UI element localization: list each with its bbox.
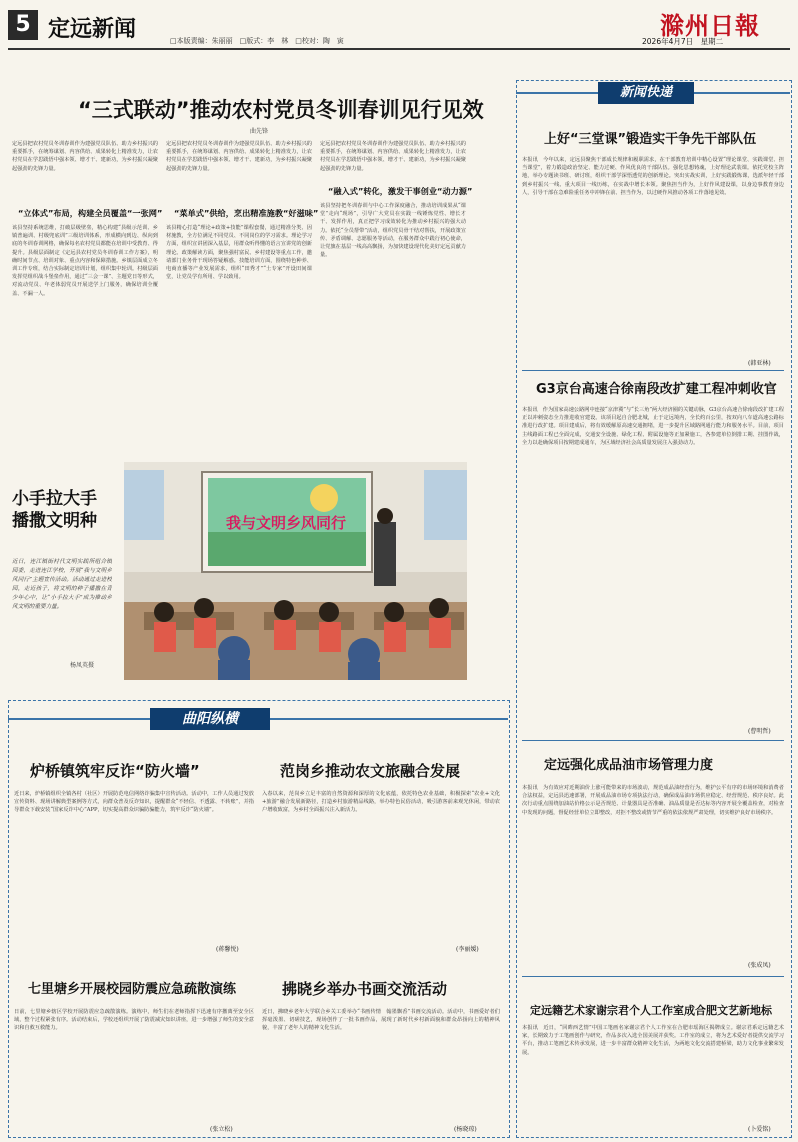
quick-a3-text: 本报讯 为有效应对近期油价上涨可能带来的市场波动，规范成品油经营行为，维护公平有序的市场环境和消费者合法权益，定远县迅速部署，开展成品油市场专项执法行动，确保成品油市场供应稳定、经营规范、秩序良好。此次行动重点围绕加油站价格公示是否规范、计量器具是否准确、油品质量是否达标等内容开展全覆盖检查，对检查中发现的问题，督促经营单位立即整改，对拒不整改或情节严重的依法依规严肃处理，切实维护良好市场秩序。 <box>522 785 784 816</box>
lead-sub-1: “立体式”布局，构建全员覆盖“一张网” <box>18 208 163 218</box>
page-number-badge <box>8 10 38 40</box>
quhe-a3-text: 日前，七里塘乡辖区学校开展防震应急疏散演练。演练中，师生们在老师指挥下迅速有序撤离至安全区域，整个过程紧张有序。活动结束后，学校还组织开展了防震减灾知识讲座，进一步增强了师生的安全意识和自救互救能力。 <box>14 1009 254 1032</box>
quick-a2-title: G3京台高速合徐南段改扩建工程冲刺收官 <box>536 382 777 397</box>
photo-title: 小手拉大手 播撒文明种 <box>12 489 97 531</box>
quick-a1-text: 本报讯 今年以来，定远县聚焦干部成长规律和履职需求，在干部教育培训中精心设置“理论课堂、实践课堂、担当课堂”，着力锻造政治坚定、能力过硬、作风优良的干部队伍。强化思想铸魂，上好理论武装课。依托党校主阵地，举办专题读书班、研讨班，组织干部学深悟透党的创新理论。突出实战实训，上好实践锻炼课，选派年轻干部到乡村振兴一线、重大项目一线历练，在实战中增长本领。聚焦担当作为，上好作风建设课，以身边事教育身边人，引导干部在急难险重任务中冲锋在前、担当作为，以过硬作风推动各项工作落地见效。 <box>522 157 784 196</box>
issue-date: 2026年4月7日 星期二 <box>642 37 724 46</box>
quick-a3-credit: (张成凤) <box>748 962 771 969</box>
lead-sub-2: “菜单式”供给，烹出精准施教“好滋味” <box>174 208 319 218</box>
lead-byline: 曲先锋 <box>250 128 269 135</box>
quick-divider-2 <box>522 740 784 741</box>
masthead <box>0 0 798 52</box>
quhe-a2-text: 入春以来，范岗乡立足丰富的自然资源和深厚的文化底蕴，依托特色农业基础，积极探索“农业+文化+旅游”融合发展新路径，打造乡村旅游精品线路，举办特色民俗活动，吸引游客前来观光休闲，带动农户增收致富，为乡村全面振兴注入新活力。 <box>262 791 500 814</box>
paper-name: 滁州日報 <box>660 11 760 40</box>
quick-a4-credit: (卜爱铭) <box>748 1126 771 1133</box>
lead-col-3-top: 定远县把农村党员冬训春训作为建强党员队伍、助力乡村振兴的重要抓手，在统筹谋划、内容供给、成果转化上精准发力，让农村党员在学思践悟中强本领、增才干、建新功，为乡村振兴凝聚起强劲的先锋力量。 <box>320 141 466 172</box>
quick-divider-1 <box>522 370 784 371</box>
quhe-a2-credit: (李丽媛) <box>456 946 479 953</box>
lead-intro: 定远县把农村党员冬训春训作为建强党员队伍、助力乡村振兴的重要抓手，在统筹谋划、内容供给、成果转化上精准发力，让农村党员在学思践悟中强本领、增才干、建新功，为乡村振兴凝聚起强劲的先锋力量。 <box>12 141 158 172</box>
classroom-photo-art <box>124 462 467 680</box>
quick-banner-text: 新闻快递 <box>619 85 672 100</box>
photo-credit: 杨凤英摄 <box>70 662 95 669</box>
lead-col-2: 该县精心打造“理论+政策+技能”课程套餐，通过精准分类、因材施教，全方位满足不同党员、不同岗位的学习需求。理论学习方面，组织宣讲团深入基层，用群众听得懂的语言宣讲党的创新理论。政策解读方面，聚焦强村富民、乡村建设等重点工作，邀请部门业务骨干现场答疑解惑。技能培训方面，围绕特色种养、电商直播等产业发展需求，组织“田秀才”“土专家”开设田间课堂，让党员学有所用、学以致用。 <box>166 225 312 281</box>
quick-divider-3 <box>522 976 784 977</box>
page-number: 5 <box>15 12 31 37</box>
quick-a1-credit: (韩亚林) <box>748 360 771 367</box>
quick-banner <box>598 82 694 104</box>
photo-caption: 近日，连江镇街村代文明实践所组合镇园委，走进连江学校，开展“我与文明乡风同行”主题宣传活动。活动通过走进校园，走近孩子，将文明的种子播撒在青少年心中，让“小手拉大手”成为推动乡风文明的重要力量。 <box>12 559 112 610</box>
quhe-a4-credit: (杨晓琼) <box>454 1126 477 1133</box>
quhe-a4-text: 近日，拂晓乡老年大学联合乡关工委举办“书画传情 翰墨飘香”书画交流活动。活动中，书画爱好者们挥毫泼墨、切磋技艺，现场创作了一批书画作品，展现了新时代乡村新面貌和群众昂扬向上的精神风貌，丰富了老年人的精神文化生活。 <box>262 1009 500 1032</box>
quhe-a1-credit: (蒋馨悦) <box>216 946 239 953</box>
lead-col-1: 该县坚持系统思维，打破层级壁垒，精心构建“县级示范训、乡镇普遍训、村级兜底训”三级培训体系，形成横向到边、纵向到底的冬训春训网格，确保每名农村党员都能在培训中受教育、得提升。县级层面制定《定远县农村党员冬训春训工作方案》，明确时间节点、培训对象、重点内容和保障措施。乡镇层面成立冬训工作专班，结合实际制定培训计划，组织集中轮训。村级层面发挥党组织战斗堡垒作用，通过“三会一课”、主题党日等形式，对流动党员、年老体弱党员开展送学上门服务，确保培训全覆盖、不漏一人。 <box>12 225 158 297</box>
quhe-a1-text: 近日来，炉桥镇组织全镇各村（社区）开展防范电信网络诈骗集中宣传活动。活动中，工作人员通过发放宣传资料、现场讲解典型案例等方式，向群众普及反诈知识，提醒群众“不轻信、不透露、不转账”，并指导群众下载安装“国家反诈中心”APP，切实提高群众识骗防骗能力，筑牢反诈“防火墙”。 <box>14 791 254 814</box>
quhe-rule-left <box>8 718 158 720</box>
screen-slogan: 我与文明乡风同行 <box>225 514 347 532</box>
quick-a1-title: 上好“三堂课”锻造实干争先干部队伍 <box>544 132 757 147</box>
lead-sub-3: “融入式”转化，激发干事创业“动力源” <box>328 186 473 196</box>
quhe-banner-text: 曲阳纵横 <box>182 711 238 727</box>
quick-rule-top <box>516 92 600 94</box>
quick-rule-top-right <box>694 92 790 94</box>
quick-a2-text: 本报讯 作为国家高速公路网中连接“京津冀”与“长三角”两大经济圈的关键动脉，G3京台高速合徐南段改扩建工程正以冲刺姿态全力推进收官建设。该项目起自合肥北城，止于定远境内，全长约百公里，按双向八车道高速公路标准进行改扩建。项目建成后，将有效缓解原高速交通拥堵，进一步提升区域路网通行能力和服务水平。目前，项目主线路面工程已全面完成，交通安全设施、绿化工程、附属设施等正加紧施工，各参建单位倒排工期、挂图作战，全力以赴确保项目按期建成通车，为区域经济社会高质量发展注入强劲动力。 <box>522 407 784 446</box>
editors-line: □本版责编：朱丽丽 □版式：李 林 □校对：陶 寅 <box>170 37 344 45</box>
quhe-banner <box>150 708 270 730</box>
lead-col-3: 该县坚持把冬训春训与中心工作深度融合，推动培训成果从“课堂”走向“现场”，引导广大党员在实践一线锤炼党性、增长才干、发挥作用，真正把学习成效转化为推动乡村振兴的强大动力。依托“全员帮带”活动，组织党员骨干结对帮扶，开展政策宣传、矛盾调解、志愿服务等活动，在服务群众中践行初心使命，让党旗在基层一线高高飘扬，为加快建设现代化美好定远贡献力量。 <box>320 203 466 259</box>
masthead-rule <box>8 48 790 50</box>
quhe-a4-title: 拂晓乡举办书画交流活动 <box>282 980 448 998</box>
quick-a4-title: 定远籍艺术家谢宗君个人工作室成合肥文艺新地标 <box>530 1004 772 1017</box>
classroom-photo <box>124 462 467 680</box>
lead-title: “三式联动”推动农村党员冬训春训见行见效 <box>78 98 484 122</box>
section-title: 定远新闻 <box>48 17 137 42</box>
quhe-a3-title: 七里塘乡开展校园防震应急疏散演练 <box>28 982 237 997</box>
quick-a4-text: 本报讯 近日，“回眸西艺情”中国工笔画名家谢宗君个人工作室在合肥市瑶海区揭牌成立。谢宗君系定远籍艺术家，长期致力于工笔画创作与研究，作品多次入选全国美展并获奖。工作室的成立，将为艺术爱好者提供交流学习平台，推动工笔画艺术传承发展，进一步丰富群众精神文化生活，为两地文化交流搭建桥梁，助力文化事业繁荣发展。 <box>522 1025 784 1056</box>
lead-col-2-top: 定远县把农村党员冬训春训作为建强党员队伍、助力乡村振兴的重要抓手，在统筹谋划、内容供给、成果转化上精准发力，让农村党员在学思践悟中强本领、增才干、建新功，为乡村振兴凝聚起强劲的先锋力量。 <box>166 141 312 172</box>
quhe-a1-title: 炉桥镇筑牢反诈“防火墙” <box>30 762 200 780</box>
quhe-a2-title: 范岗乡推动农文旅融合发展 <box>280 762 461 780</box>
quick-a2-credit: (曹明哲) <box>748 728 771 735</box>
quhe-rule-right <box>270 718 508 720</box>
quhe-a3-credit: (张立松) <box>210 1126 233 1133</box>
quick-a3-title: 定远强化成品油市场管理力度 <box>544 758 714 773</box>
